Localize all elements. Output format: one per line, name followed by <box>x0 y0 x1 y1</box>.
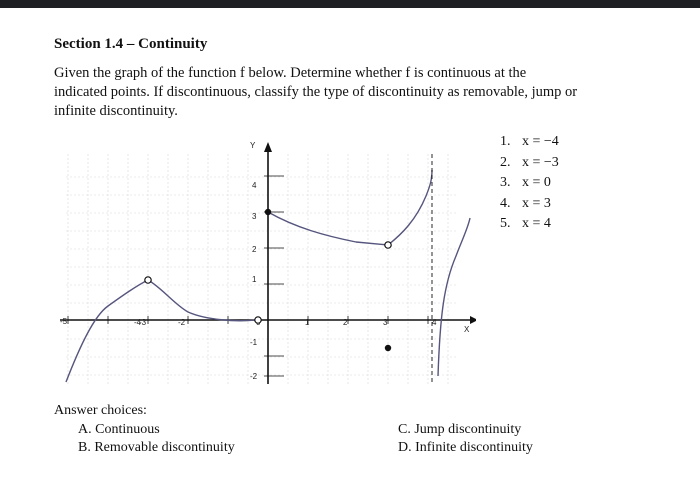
curve-rising-to-asymptote <box>388 170 432 245</box>
x-tick-label: -5 <box>60 317 68 326</box>
y-axis-label: Y <box>250 141 256 150</box>
list-item: 5. x = 4 <box>500 216 551 231</box>
open-circle-origin <box>255 317 261 323</box>
list-item: 4. x = 3 <box>500 195 551 211</box>
points-list <box>500 132 559 235</box>
y-tick-label: 2 <box>252 245 257 254</box>
x-axis-arrow <box>470 316 476 324</box>
y-axis-arrow <box>264 142 272 152</box>
x-axis-label: X <box>464 325 470 334</box>
list-item: 2. x = −3 <box>500 154 559 170</box>
curve-right-branch <box>438 218 470 376</box>
x-tick-label: 1 <box>305 318 310 327</box>
choice-c: C. Jump discontinuity <box>398 422 522 437</box>
y-tick-label: 3 <box>252 212 257 221</box>
closed-point-y-intercept <box>265 209 271 215</box>
x-tick-label: -3 <box>139 318 147 327</box>
x-tick-label: -2 <box>178 318 186 327</box>
curve-left-arch <box>66 280 148 382</box>
choice-a: A. Continuous <box>78 422 160 437</box>
function-graph <box>46 136 476 388</box>
choice-d: D. Infinite discontinuity <box>398 440 533 455</box>
prompt-line-1: Given the graph of the function f below. Determine whether f is continuous at the <box>54 65 527 81</box>
prompt-line-2: indicated points. If discontinuous, classify the type of discontinuity as removable, jump or <box>54 84 578 100</box>
x-tick-label: 3 <box>383 318 388 327</box>
grid <box>66 154 458 384</box>
list-item: 1. x = −4 <box>500 134 559 149</box>
y-tick-label: 1 <box>252 275 257 284</box>
list-item: 3. x = 0 <box>500 175 551 190</box>
section-title: Section 1.4 – Continuity <box>54 36 208 52</box>
x-tick-label: -4 <box>134 318 142 327</box>
closed-point-x3-below <box>385 345 391 351</box>
top-bar <box>0 0 700 8</box>
y-tick-label: -1 <box>250 338 258 347</box>
problem-prompt <box>54 64 654 121</box>
curve-arch-to-origin <box>148 280 256 321</box>
curve-upper-middle <box>268 212 388 245</box>
open-circle-x3 <box>385 242 391 248</box>
open-circle-arch-peak <box>145 277 151 283</box>
answer-choices-label: Answer choices: <box>54 403 147 418</box>
choice-b: B. Removable discontinuity <box>78 440 235 455</box>
x-tick-label: 4 <box>432 318 437 327</box>
x-tick-label: 2 <box>343 318 348 327</box>
y-tick-label: -2 <box>250 372 258 381</box>
y-tick-label: 4 <box>252 181 257 190</box>
prompt-line-3: infinite discontinuity. <box>54 103 178 119</box>
y-tick-marks <box>264 176 284 376</box>
